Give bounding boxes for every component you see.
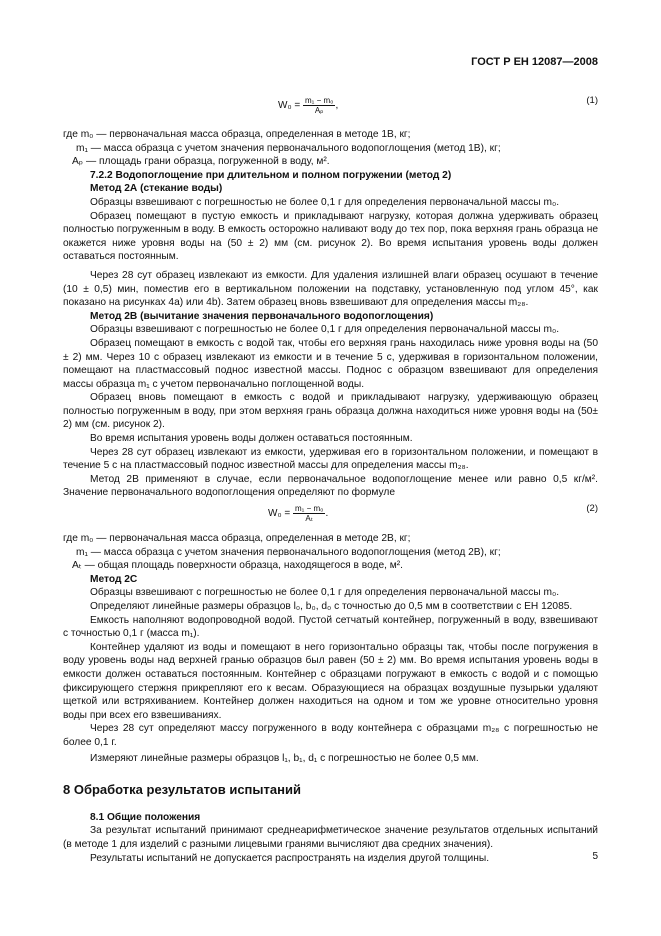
paragraph: Образцы взвешивают с погрешностью не более 0,1 г для определения первоначальной массы m₀. — [90, 324, 560, 336]
formula-2-number: (2) — [586, 503, 598, 515]
paragraph: Метод 2В применяют в случае, если первоначальное водопоглощение менее или равно 0,5 кг/м². Значение первоначального водопоглощения определяют по формуле — [63, 473, 598, 499]
section-8-heading: 8 Обработка результатов испытаний — [63, 782, 301, 798]
standard-header: ГОСТ Р ЕН 12087—2008 — [471, 56, 598, 68]
paragraph: Определяют линейные размеры образцов l₀, b₀, d₀ с точностью до 0,5 мм в соответствии с ЕН 12085. — [90, 601, 573, 612]
formula-1-number: (1) — [586, 95, 598, 106]
formula-1-numerator: m₁ − m₀ — [305, 96, 334, 105]
paragraph: Образцы взвешивают с погрешностью не более 0,1 г для определения первоначальной массы m₀. — [90, 196, 560, 208]
paragraph: Через 28 сут образец извлекают из емкости, удерживая его в горизонтальном положении, и помещают в течение 5 с на пластмассовый поднос известной массы для определения массы m₂₈. — [63, 446, 598, 472]
method-2a-title: Метод 2А (стекание воды) — [90, 183, 223, 195]
section-8-1-heading: 8.1 Общие положения — [90, 811, 201, 823]
where-2-line: m₁ — масса образца с учетом значения первоначального водопоглощения (метод 2В), кг; — [76, 546, 501, 558]
paragraph: За результат испытаний принимают среднеарифметическое значение результатов отдельных испытаний (в методе 1 для изделий с разными лицевыми гранями вычисляют два средних значения). — [63, 825, 598, 850]
where-1-line: где m₀ — первоначальная масса образца, определенная в методе 1В, кг; — [63, 129, 411, 140]
paragraph: Контейнер удаляют из воды и помещают в него горизонтально образцы так, чтобы после погружения в воду уровень воды над верхней гранью образцов был равен (50 ± 2) мм. Во время испытания уровень воды в емкости должен оставаться постоянным. Контейнер с образцами погружают в емкость с водой и с помощью фиксирующего стержня прикрепляют его к весам. Образующиеся на образцах воздушные пузырьки удаляют щеткой или встряхиванием. Контейнер должен находиться на одном и том же уровне относительно уровня воды при всех его взвешиваниях. — [63, 641, 598, 721]
where-1-line: Aₚ — площадь грани образца, погруженной в воду, м². — [72, 156, 330, 168]
method-2b-title: Метод 2В (вычитание значения первоначального водопоглощения) — [90, 310, 434, 322]
paragraph: Образец помещают в пустую емкость и прикладывают нагрузку, которая должна удерживать образец полностью погруженным в воду. В емкость осторожно наливают воду до тех пор, пока верхняя грань образца не окажется ниже уровня воды на (50 ± 2) мм (см. рисунок 2). Во время испытания уровень воды должен оставаться постоянным. — [63, 210, 598, 263]
paragraph: Емкость наполняют водопроводной водой. Пустой сетчатый контейнер, погруженный в воду, взвешивают с точностью 0,1 г (масса m₁). — [63, 614, 598, 640]
formula-2-lhs: W₀ = — [268, 508, 291, 520]
paragraph: Через 28 сут образец извлекают из емкости. Для удаления излишней влаги образец осушают в течение (10 ± 0,5) мин, поместив его в вертикальном положении на подставку, установленную под углом 45°, как показано на рисунках 4а) или 4b). Затем образец вновь взвешивают для определения массы m₂₈. — [63, 269, 598, 309]
paragraph: Измеряют линейные размеры образцов l₁, b₁, d₁ с погрешностью не более 0,5 мм. — [90, 752, 479, 764]
formula-2-numerator: m₁ − m₀ — [295, 504, 324, 514]
page-number: 5 — [592, 851, 598, 862]
paragraph: Через 28 сут определяют массу погруженного в воду контейнера с образцами m₂₈ с погрешностью не более 0,1 г. — [63, 723, 598, 748]
formula-1-lhs: W₀ = — [278, 100, 301, 112]
formula-2 — [63, 502, 598, 528]
where-1-line: m₁ — масса образца с учетом значения первоначального водопоглощения (метод 1В), кг; — [76, 142, 501, 154]
formula-2-tail: . — [325, 508, 329, 520]
paragraph: Образец вновь помещают в емкость с водой и прикладывают нагрузку, удерживающую образец полностью погруженным в воду, при этом верхняя грань образца должна находиться ниже уровня воды на (50± 2) мм (см. рисунок 2). — [63, 392, 598, 431]
section-7-2-2-heading: 7.2.2 Водопоглощение при длительном и полном погружении (метод 2) — [90, 169, 452, 181]
formula-1-tail: , — [335, 100, 339, 112]
formula-1-denominator: Aₚ — [314, 106, 324, 115]
method-2c-title: Метод 2С — [90, 573, 138, 585]
formula-1-fraction — [303, 96, 335, 115]
formula-2-denominator: Aₜ — [305, 514, 314, 524]
formula-1 — [63, 94, 598, 120]
where-2-line: Aₜ — общая площадь поверхности образца, находящегося в воде, м². — [72, 560, 404, 572]
paragraph: Во время испытания уровень воды должен оставаться постоянным. — [90, 433, 413, 445]
paragraph: Образцы взвешивают с погрешностью не более 0,1 г для определения первоначальной массы m₀. — [90, 587, 560, 599]
paragraph: Результаты испытаний не допускается распространять на изделия другой толщины. — [90, 852, 490, 864]
main-text-block — [63, 128, 598, 865]
paragraph: Образец помещают в емкость с водой так, чтобы его верхняя грань находилась ниже уровня воды на (50 ± 2) мм. Через 10 с образец извлекают из емкости и в течение 5 с, удерживая в горизонтальном положении, помещают на пластмассовый поднос известной массы. Поднос с образцом взвешивают для определения массы образца m₁ с учетом первоначально поглощенной воды. — [63, 337, 598, 390]
formula-2-fraction — [293, 504, 325, 523]
where-2-line: где m₀ — первоначальная масса образца, определенная в методе 2В, кг; — [63, 533, 411, 545]
